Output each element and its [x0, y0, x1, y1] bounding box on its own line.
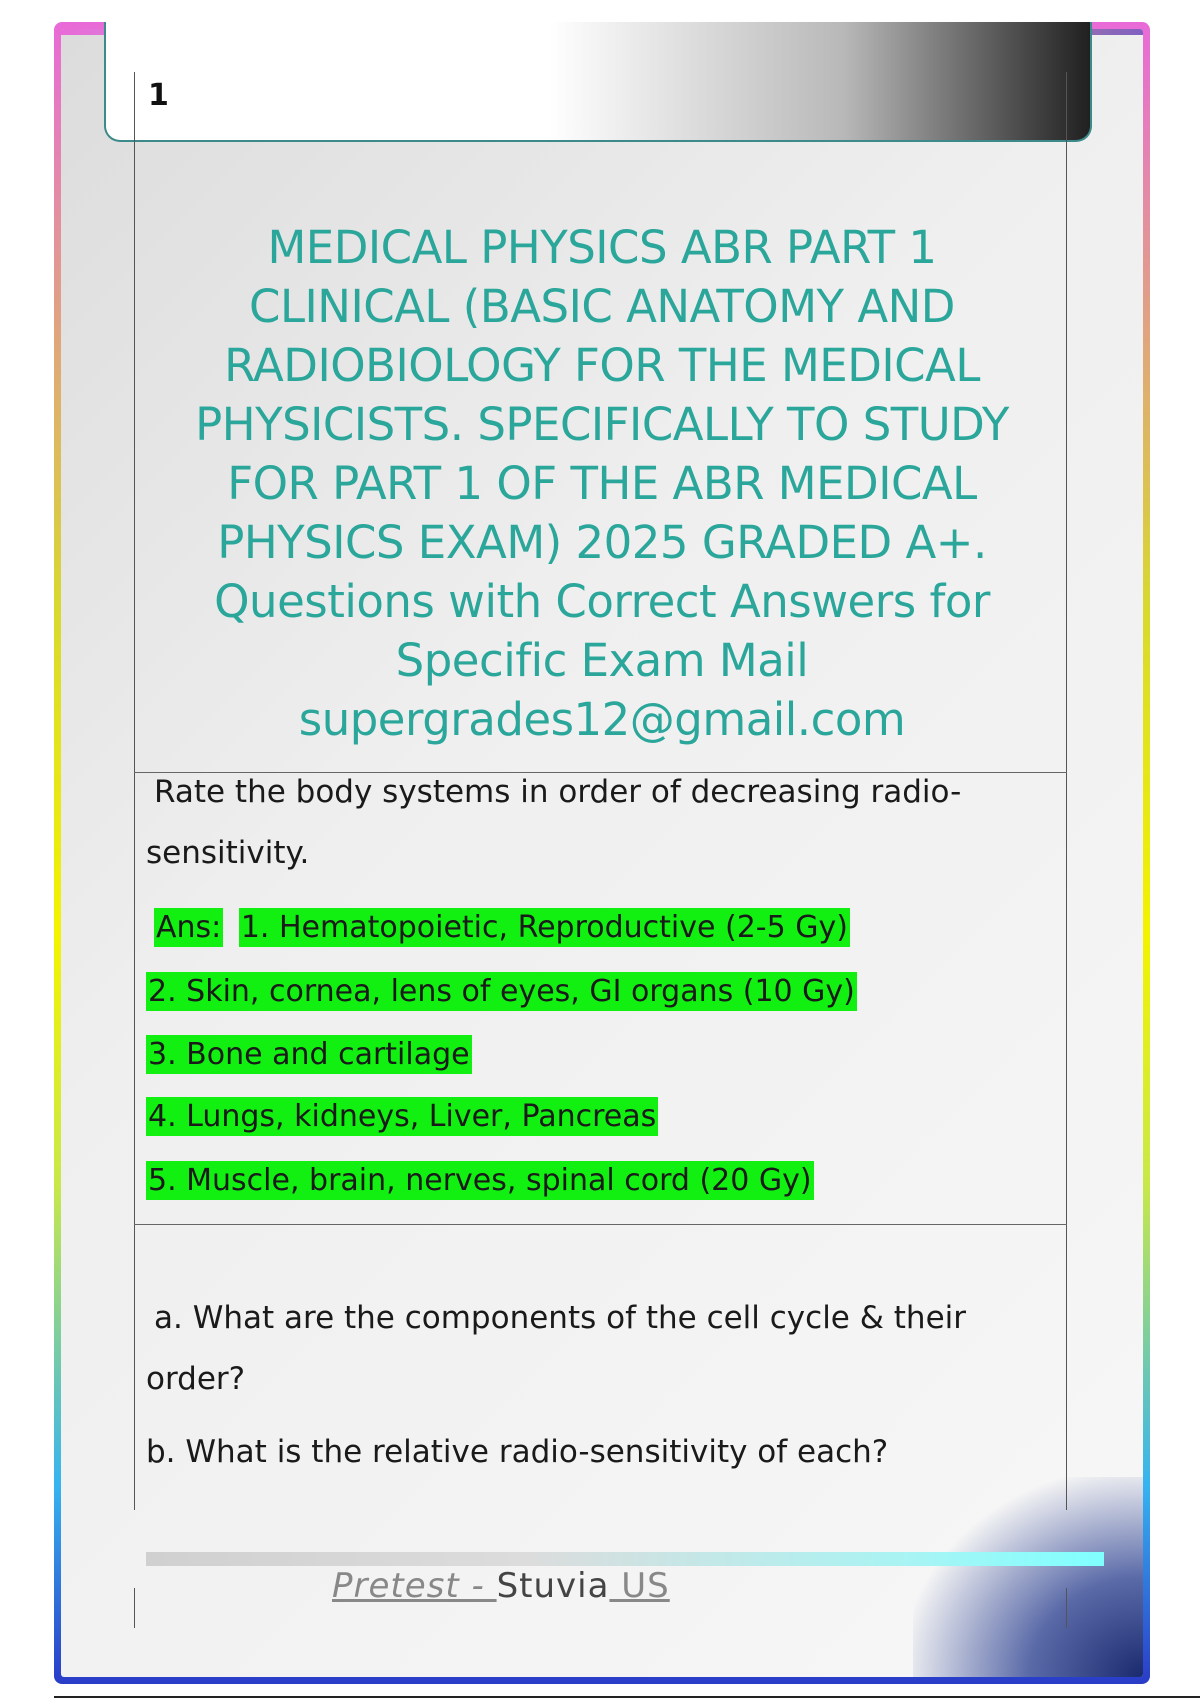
title-line: RADIOBIOLOGY FOR THE MEDICAL — [224, 339, 980, 392]
document-title — [138, 218, 1066, 749]
question-divider — [134, 1224, 1067, 1225]
answer-label: Ans: — [156, 910, 222, 945]
left-rule-footer — [134, 1588, 135, 1628]
question-2-line: b. What is the relative radio-sensitivity of each? — [146, 1434, 889, 1470]
answer-line-5 — [146, 1163, 814, 1198]
corner-shade — [913, 1477, 1143, 1677]
answer-item: 4. Lungs, kidneys, Liver, Pancreas — [148, 1099, 657, 1134]
left-rule — [134, 72, 135, 1510]
title-line: PHYSICS EXAM) 2025 GRADED A+. — [217, 516, 987, 569]
answer-line-3 — [146, 1037, 472, 1072]
footer-pretest: Pretest - — [332, 1566, 497, 1606]
question-1 — [146, 762, 1066, 884]
title-line: PHYSICISTS. SPECIFICALLY TO STUDY — [195, 398, 1009, 451]
title-line: MEDICAL PHYSICS ABR PART 1 — [267, 221, 937, 274]
question-1-line: sensitivity. — [146, 835, 310, 871]
question-1-line: Rate the body systems in order of decreasing radio- — [154, 774, 962, 810]
title-line: CLINICAL (BASIC ANATOMY AND — [249, 280, 955, 333]
title-line: FOR PART 1 OF THE ABR MEDICAL — [227, 457, 977, 510]
page-number: 1 — [148, 78, 169, 113]
answer-line-2 — [146, 974, 857, 1009]
footer-us: US — [609, 1566, 670, 1606]
title-line: Questions with Correct Answers for — [214, 575, 990, 628]
answer-item: 1. Hematopoietic, Reproductive (2-5 Gy) — [240, 910, 848, 945]
question-2-line: a. What are the components of the cell cycle & their — [154, 1300, 966, 1336]
answer-line-4 — [146, 1099, 658, 1134]
footer-stuvia: Stuvia — [496, 1566, 610, 1606]
question-2-line: order? — [146, 1361, 246, 1397]
right-rule — [1066, 72, 1067, 1510]
answer-item: 2. Skin, cornea, lens of eyes, GI organs (10 Gy) — [148, 974, 855, 1009]
answer-item: 3. Bone and cartilage — [148, 1037, 470, 1072]
title-email: supergrades12@gmail.com — [298, 693, 906, 746]
page-number-tab — [104, 22, 1092, 142]
footer-text — [332, 1566, 670, 1606]
footer-bar — [146, 1552, 1104, 1566]
right-rule-footer — [1066, 1588, 1067, 1628]
answer-item: 5. Muscle, brain, nerves, spinal cord (20 Gy) — [148, 1163, 812, 1198]
question-2 — [146, 1288, 1066, 1483]
title-line: Specific Exam Mail — [395, 634, 809, 687]
answer-line-1 — [154, 910, 850, 945]
bottom-rule — [54, 1696, 1200, 1698]
